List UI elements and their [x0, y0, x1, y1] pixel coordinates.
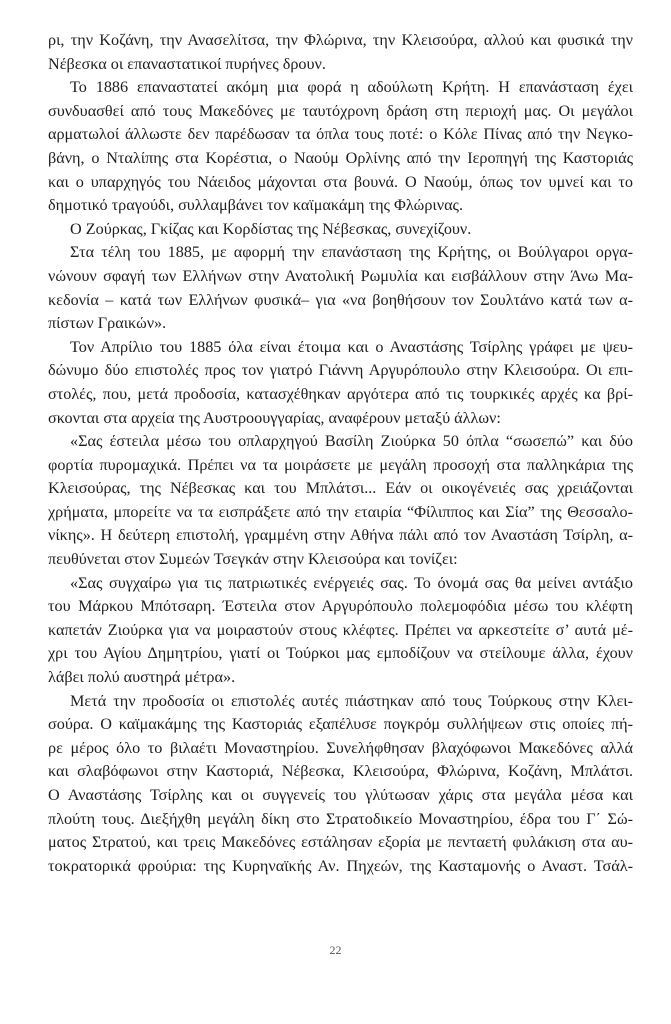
text-line: Ο Αναστάσης Τσίρλης και οι συγγενείς του γλύτωσαν χάρις στα μεγάλα μέσα και [48, 786, 633, 804]
text-line: Το 1886 επαναστατεί ακόμη μια φορά η αδούλωτη Κρήτη. Η επανάσταση έχει [70, 78, 633, 97]
text-line: δώνυμο δύο επιστολές προς τον γιατρό Γιάννη Αργυρόπουλο στην Κλεισούρα. Οι επι- [48, 361, 633, 380]
text-line: στολές, που, μετά προδοσία, κατασχέθηκαν αργότερα από τις τουρκικές αρχές κα βρί- [48, 384, 633, 403]
text-line: ρε μέρος όλο το βιλαέτι Μοναστηρίου. Συνελήφθησαν βλαχόφωνοι Μακεδόνες αλλά [48, 738, 633, 757]
text-line: λάβει πολύ αυστηρά μέτρα». [48, 668, 236, 687]
text-line: «Σας έστειλα μέσω του οπλαρχηγού Βασίλη Ζιούρκα 50 όπλα “σωσεπώ” και δύο [70, 432, 633, 451]
text-line: χρι του Αγίου Δημητρίου, γιατί οι Τούρκοι μας εμποδίζουν να στείλουμε άλλα, έχουν [48, 644, 633, 663]
body-text [48, 29, 633, 878]
text-line: πλούτη τους. Διεξήχθη μεγάλη δίκη στο Στρατοδικείο Μοναστηρίου, έδρα του Γ΄ Σώ- [48, 809, 633, 828]
text-line: συνδυασθεί από τους Μακεδόνες με ταυτόχρονη δράση στη περιοχή μας. Οι μεγάλοι [48, 101, 633, 120]
text-line: χρήματα, μπορείτε να τα εισπράξετε από την εταιρία “Φίλιππος και Σία” της Θεσσαλο- [48, 502, 633, 521]
text-line: «Σας συγχαίρω για τις πατριωτικές ενέργειές σας. Το όνομά σας θα μείνει αντάξιο [70, 573, 633, 592]
text-line: και σλαβόφωνοι στην Καστοριά, Νέβεσκα, Κλεισούρα, Φλώρινα, Κοζάνη, Μπλάτσι. [48, 762, 633, 781]
text-line: σούρα. Ο καϊμακάμης της Καστοριάς εξαπέλυσε πογκρόμ συλλήψεων στις οποίες πή- [48, 715, 633, 734]
text-line: Νέβεσκα οι επαναστατικοί πυρήνες δρουν. [48, 54, 326, 73]
text-line: Ο Ζούρκας, Γκίζας και Κορδίστας της Νέβεσκας, συνεχίζουν. [70, 219, 472, 238]
text-line: αρματωλοί άλλωστε δεν παρέδωσαν τα όπλα τους ποτέ: ο Κόλε Πίνας από την Νεγκο- [48, 125, 633, 144]
text-line: νίκης». Η δεύτερη επιστολή, γραμμένη στην Αθήνα πάλι από τον Αναστάση Τσίρλη, α- [48, 526, 633, 545]
text-line: Τον Απρίλιο του 1885 όλα είναι έτοιμα και ο Αναστάσης Τσίρλης γράφει με ψευ- [70, 337, 633, 356]
text-line: δημοτικό τραγούδι, συλλαμβάνει τον καϊμακάμη της Φλώρινας. [48, 196, 464, 215]
text-line: Μετά την προδοσία οι επιστολές αυτές πιάστηκαν από τους Τούρκους στην Κλει- [70, 691, 633, 710]
text-line: πευθύνεται στον Συμεών Τσεγκάν στην Κλεισούρα και τονίζει: [48, 550, 458, 569]
text-line: βάνη, ο Νταλίπης στα Κορέστια, ο Ναούμ Ορλίνης από την Ιεροπηγή της Καστοριάς [48, 148, 633, 167]
text-line: του Μάρκου Μπότσαρη. Έστειλα στον Αργυρόπουλο πολεμοφόδια μέσω του κλέφτη [48, 597, 633, 616]
text-line: ρι, την Κοζάνη, την Ανασελίτσα, την Φλώρινα, την Κλεισούρα, αλλού και φυσικά την [48, 31, 633, 49]
text-line: φορτία πυρομαχικά. Πρέπει να τα μοιράσετε με μεγάλη προσοχή στα παλληκάρια της [48, 455, 633, 474]
text-line: τοκρατορικά φρούρια: της Κυρηναϊκής Αν. Πηχεών, της Κασταμονής ο Αναστ. Τσάλ- [48, 856, 633, 875]
text-line: ματος Στρατού, και τρεις Μακεδόνες εστάλησαν εξορία με πενταετή φυλάκιση στα αυ- [48, 833, 633, 852]
text-line: Κλεισούρας, της Νέβεσκας και του Μπλάτσι... Εάν οι οικογένειές σας χρειάζονται [48, 479, 633, 498]
text-line: πίστων Γραικών». [48, 314, 167, 333]
text-line: Στα τέλη του 1885, με αφορμή την επανάσταση της Κρήτης, οι Βούλγαροι οργα- [70, 243, 633, 262]
page-number: 22 [329, 943, 342, 957]
text-line: και ο υπαρχηγός του Νάειδος μάχονται στα βουνά. Ο Ναούμ, όπως τον υμνεί και το [48, 172, 633, 191]
text-line: σκονται στα αρχεία της Αυστροουγγαρίας, αναφέρουν μεταξύ άλλων: [48, 408, 501, 427]
text-line: κεδονία – κατά των Ελλήνων φυσικά– για «να βοηθήσουν τον Σουλτάνο κατά των α- [48, 290, 633, 309]
text-line: καπετάν Ζιούρκα για να μοιραστούν στους κλέφτες. Πρέπει να αρκεστείτε σ’ αυτά μέ- [48, 620, 633, 639]
text-line: νώνουν σφαγή των Ελλήνων στην Ανατολική Ρωμυλία και εισβάλλουν στην Άνω Μα- [48, 266, 633, 285]
